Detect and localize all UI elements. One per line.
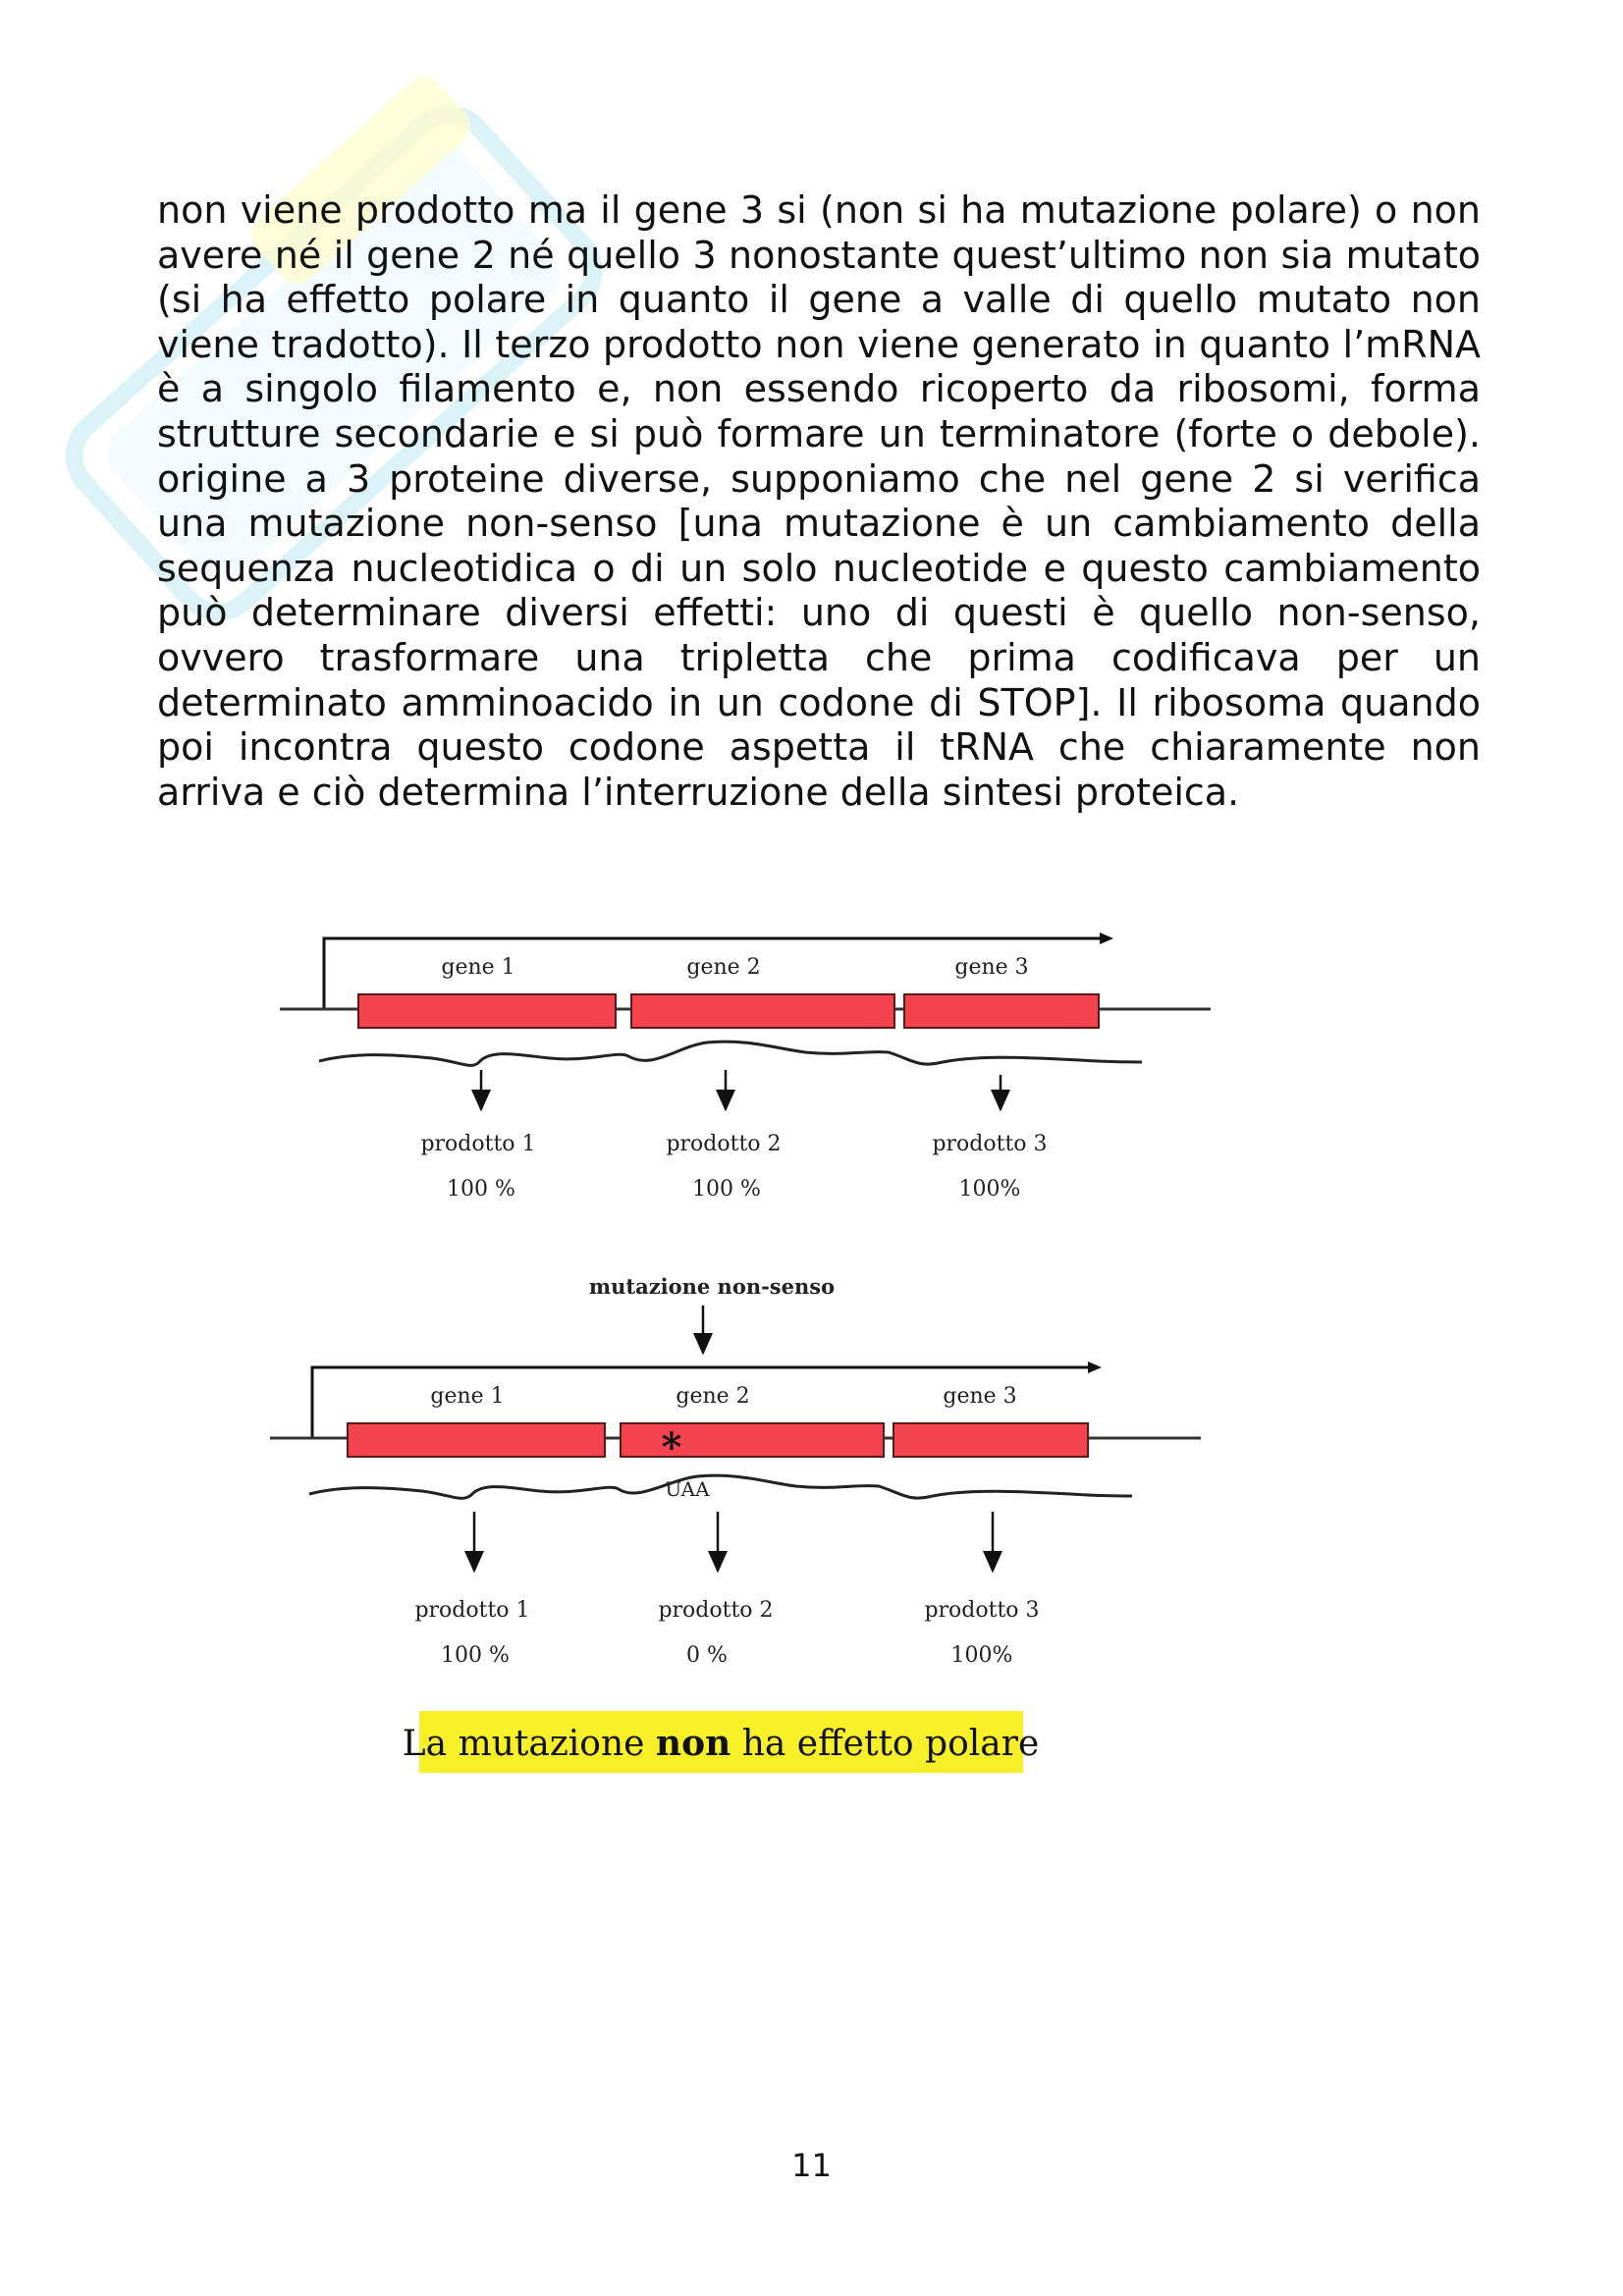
caption-before: La mutazione xyxy=(402,1724,656,1764)
gene-2-box xyxy=(631,994,894,1028)
transcription-arrowhead xyxy=(1100,933,1113,944)
gene-1-label: gene 1 xyxy=(441,955,515,980)
gene-2-label: gene 2 xyxy=(686,955,761,980)
diagram-normal xyxy=(280,933,1211,1201)
product-1-label-2: prodotto 1 xyxy=(414,1598,530,1623)
mrna-wave-2 xyxy=(309,1475,1132,1498)
caption-box xyxy=(403,1711,1040,1773)
gene-1-box xyxy=(358,994,616,1028)
product-2-percent: 100 % xyxy=(692,1177,761,1201)
product-2-percent-2: 0 % xyxy=(686,1643,728,1668)
gene-3-label-2: gene 3 xyxy=(943,1384,1017,1409)
product-3-percent: 100% xyxy=(958,1177,1021,1201)
product-1-label: prodotto 1 xyxy=(420,1132,536,1156)
gene-3-box xyxy=(904,994,1099,1028)
product-2-label: prodotto 2 xyxy=(666,1132,782,1156)
gene-1-label-2: gene 1 xyxy=(430,1384,505,1409)
stop-codon-label: UAA xyxy=(665,1477,710,1501)
product-2-label-2: prodotto 2 xyxy=(658,1598,774,1623)
page-number: 11 xyxy=(791,2147,832,2184)
mutation-star: * xyxy=(661,1424,682,1470)
gene-1-box-2 xyxy=(348,1423,605,1457)
gene-3-label: gene 3 xyxy=(954,955,1029,980)
mutation-label: mutazione non-senso xyxy=(588,1274,836,1299)
product-3-label: prodotto 3 xyxy=(932,1132,1048,1156)
caption-after: ha effetto polare xyxy=(730,1724,1040,1764)
caption-bold: non xyxy=(655,1723,731,1764)
mrna-wave xyxy=(319,1041,1142,1065)
product-1-percent: 100 % xyxy=(447,1177,515,1201)
gene-2-box-2 xyxy=(621,1423,884,1457)
caption-text xyxy=(403,1723,1040,1764)
gene-2-label-2: gene 2 xyxy=(676,1384,750,1409)
transcription-arrowhead-2 xyxy=(1088,1362,1102,1373)
gene-3-box-2 xyxy=(893,1423,1088,1457)
body-paragraph: non viene prodotto ma il gene 3 si (non si ha mutazione polare) o non avere né il gene 2 né quello 3 nonostante quest’ultimo non sia mutato (si ha effetto polare in quanto il gene a valle di quello mutato non viene tradotto). Il terzo prodotto non viene generato in quanto l’mRNA è a singolo filamento e, non essendo ricoperto da ribosomi, forma strutture secondarie e si può formare un terminatore (forte o debole). origine a 3 proteine diverse, supponiamo che nel gene 2 si verifica una mutazione non-senso [una mutazione è un cambiamento della sequenza nucleotidica o di un solo nucleotide e questo cambiamento può determinare diversi effetti: uno di questi è quello non-senso, ovvero trasformare una tripletta che prima codificava per un determinato amminoacido in un codone di STOP]. Il ribosoma quando poi incontra questo codone aspetta il tRNA che chiaramente non arriva e ciò determina l’interruzione della sintesi proteica. xyxy=(157,188,1481,814)
product-3-percent-2: 100% xyxy=(950,1643,1013,1668)
product-3-label-2: prodotto 3 xyxy=(924,1598,1040,1623)
product-1-percent-2: 100 % xyxy=(441,1643,510,1668)
diagram-nonsense-mutation xyxy=(270,1274,1201,1668)
